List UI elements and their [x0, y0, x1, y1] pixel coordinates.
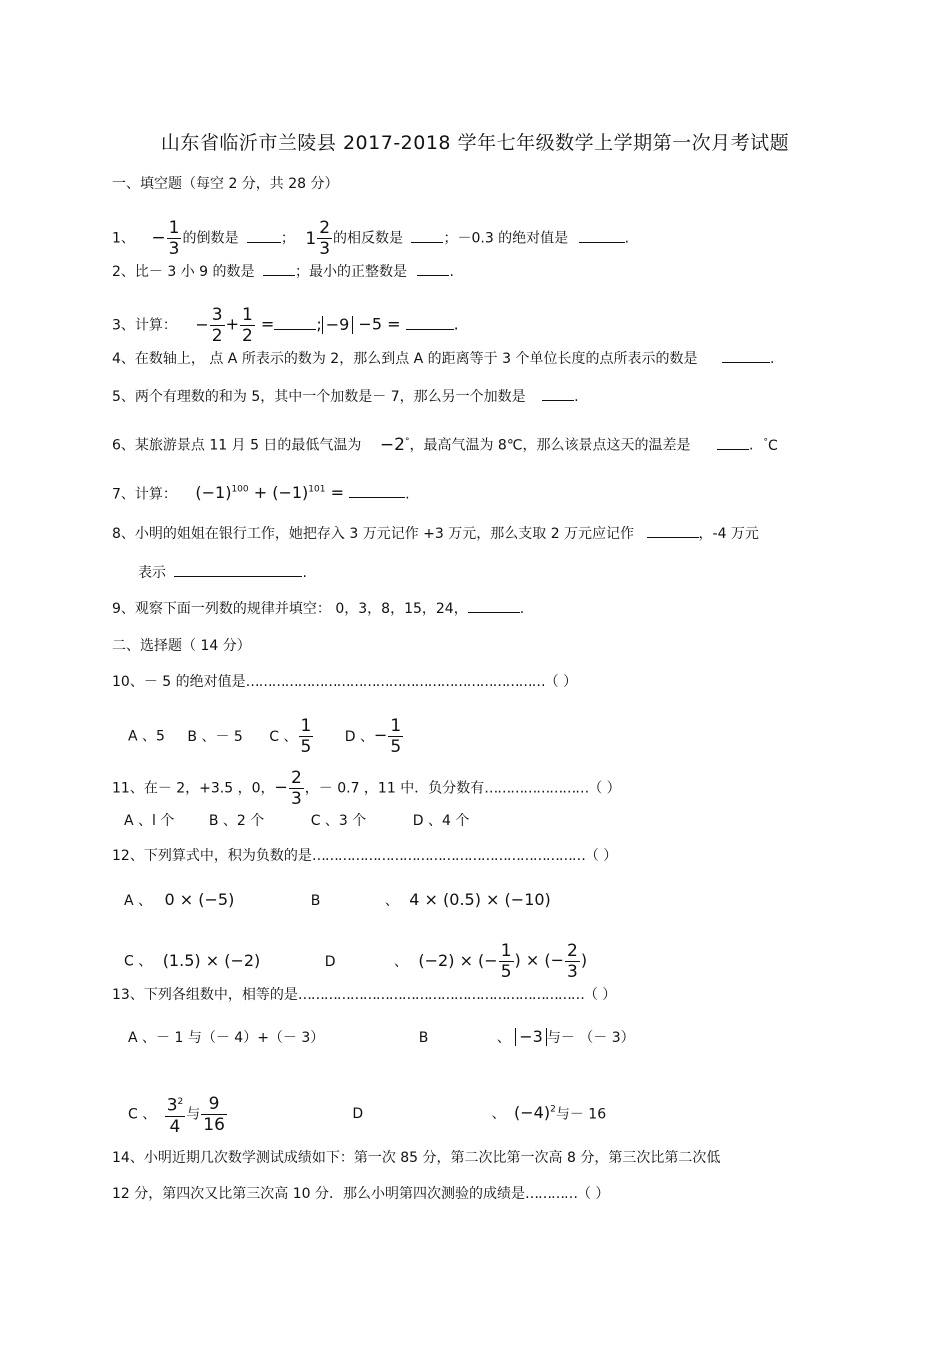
answer-blank[interactable]	[647, 523, 699, 538]
question-12: 12、下列算式中，积为负数的是………………………………………………………（ ）	[112, 848, 618, 864]
option-d[interactable]: D	[352, 1106, 364, 1123]
answer-blank[interactable]	[468, 598, 520, 613]
answer-blank[interactable]	[579, 228, 625, 243]
question-12-options-ab: A 、 0 × (−5) B 、 4 × (0.5) × (−10)	[124, 890, 551, 909]
question-11: 11、在－ 2，+3.5 ，0，− $\frac{2}{3}$ ，－ 0.7 ，11 中．负分数有……………………（ ）	[112, 768, 621, 809]
section-choice-heading: 二、选择题（ 14 分）	[112, 638, 251, 654]
option-c[interactable]: C 、	[269, 728, 298, 745]
answer-blank[interactable]	[349, 483, 405, 498]
option-a[interactable]: A 、5	[128, 728, 165, 745]
option-d[interactable]: D	[324, 953, 336, 970]
mixed-number-1-2-3: 1	[305, 228, 317, 249]
answer-blank[interactable]	[717, 435, 749, 450]
question-3: 3、计算： − $\frac{3}{2}$ + $\frac{1}{2}$ = ; −9 −5 = .	[112, 305, 459, 346]
absolute-value: −3	[515, 1028, 547, 1046]
question-7: 7、计算： $(-1)^{100} + (-1)^{101}$ = .	[112, 483, 410, 503]
option-c[interactable]: C 、3 个	[310, 813, 367, 829]
option-b[interactable]: B 、－ 5	[187, 728, 243, 745]
option-c[interactable]: C 、	[124, 953, 153, 970]
answer-blank[interactable]	[417, 261, 449, 276]
answer-blank[interactable]	[247, 228, 281, 243]
question-2: 2、比－ 3 小 9 的数是 ；最小的正整数是 .	[112, 261, 454, 282]
question-13-options-cd: C 、 $\frac{3^2}{4}$ 与 $\frac{9}{16}$ D 、 $(-4)^2$与－ 16	[128, 1093, 607, 1137]
answer-blank[interactable]	[174, 562, 302, 577]
question-11-options	[124, 811, 469, 831]
question-10: 10、－ 5 的绝对值是……………………………………………………………（ ）	[112, 674, 578, 690]
option-a[interactable]: A 、－ 1 与（－ 4）+（－ 3）	[128, 1030, 325, 1046]
page-title: 山东省临沂市兰陵县 2017-2018 学年七年级数学上学期第一次月考试题	[160, 132, 790, 154]
question-12-options-cd: C 、 (1.5) × (−2) D 、 (−2) × (− $\frac{1}{5}$ ) × (− $\frac{2}{3}$ )	[124, 941, 588, 982]
question-9: 9、观察下面一列数的规律并填空： 0，3，8，15，24， .	[112, 598, 524, 619]
question-5: 5、两个有理数的和为 5，其中一个加数是－ 7，那么另一个加数是 .	[112, 386, 579, 407]
answer-blank[interactable]	[722, 348, 770, 363]
answer-blank[interactable]	[406, 315, 454, 330]
option-b[interactable]: B	[310, 893, 321, 909]
option-a[interactable]: A 、l 个	[124, 813, 175, 829]
question-1: 1、 − $\frac{1}{3}$ 的倒数是 ； 1 $\frac{2}{3}$ 的相反数是 ；－0.3 的绝对值是 .	[112, 218, 630, 259]
option-a[interactable]: A 、	[124, 893, 153, 909]
answer-blank[interactable]	[542, 386, 574, 401]
question-8: 8、小明的姐姐在银行工作，她把存入 3 万元记作 +3 万元，那么支取 2 万元应记作 ，-4 万元	[112, 523, 759, 544]
section-fill-in-heading: 一、填空题（每空 2 分，共 28 分）	[112, 176, 339, 192]
answer-blank[interactable]	[274, 315, 316, 330]
answer-blank[interactable]	[263, 261, 295, 276]
answer-blank[interactable]	[411, 228, 443, 243]
question-6: 6、某旅游景点 11 月 5 日的最低气温为 −2°，最高气温为 8℃，那么该景点这天的温差是 . °C	[112, 434, 778, 455]
question-13-options-ab: A 、－ 1 与（－ 4）+（－ 3） B 、 −3 与－ （－ 3）	[128, 1027, 635, 1046]
question-14: 14、小明近期几次数学测试成绩如下：第一次 85 分，第二次比第一次高 8 分，第三次比第二次低	[112, 1150, 721, 1166]
question-14-continued: 12 分，第四次又比第三次高 10 分．那么小明第四次测验的成绩是…………（ ）	[112, 1186, 610, 1202]
question-8-continued: 表示 .	[138, 562, 307, 583]
option-b[interactable]: B 、2 个	[208, 813, 265, 829]
question-4: 4、在数轴上， 点 A 所表示的数为 2，那么到点 A 的距离等于 3 个单位长度的点所表示的数是 .	[112, 348, 774, 369]
fraction-1-3: $\frac{1}{3}$	[168, 218, 180, 259]
question-13: 13、下列各组数中，相等的是…………………………………………………………（ ）	[112, 987, 617, 1003]
option-b[interactable]: B	[418, 1030, 429, 1046]
option-c[interactable]: C 、	[128, 1106, 157, 1123]
option-d[interactable]: D 、	[344, 728, 375, 745]
option-d[interactable]: D 、4 个	[412, 813, 470, 829]
absolute-value: −9	[322, 316, 354, 334]
question-10-options: A 、5 B 、－ 5 C 、 $\frac{1}{5}$ D 、− $\frac{1}{5}$	[128, 716, 402, 757]
